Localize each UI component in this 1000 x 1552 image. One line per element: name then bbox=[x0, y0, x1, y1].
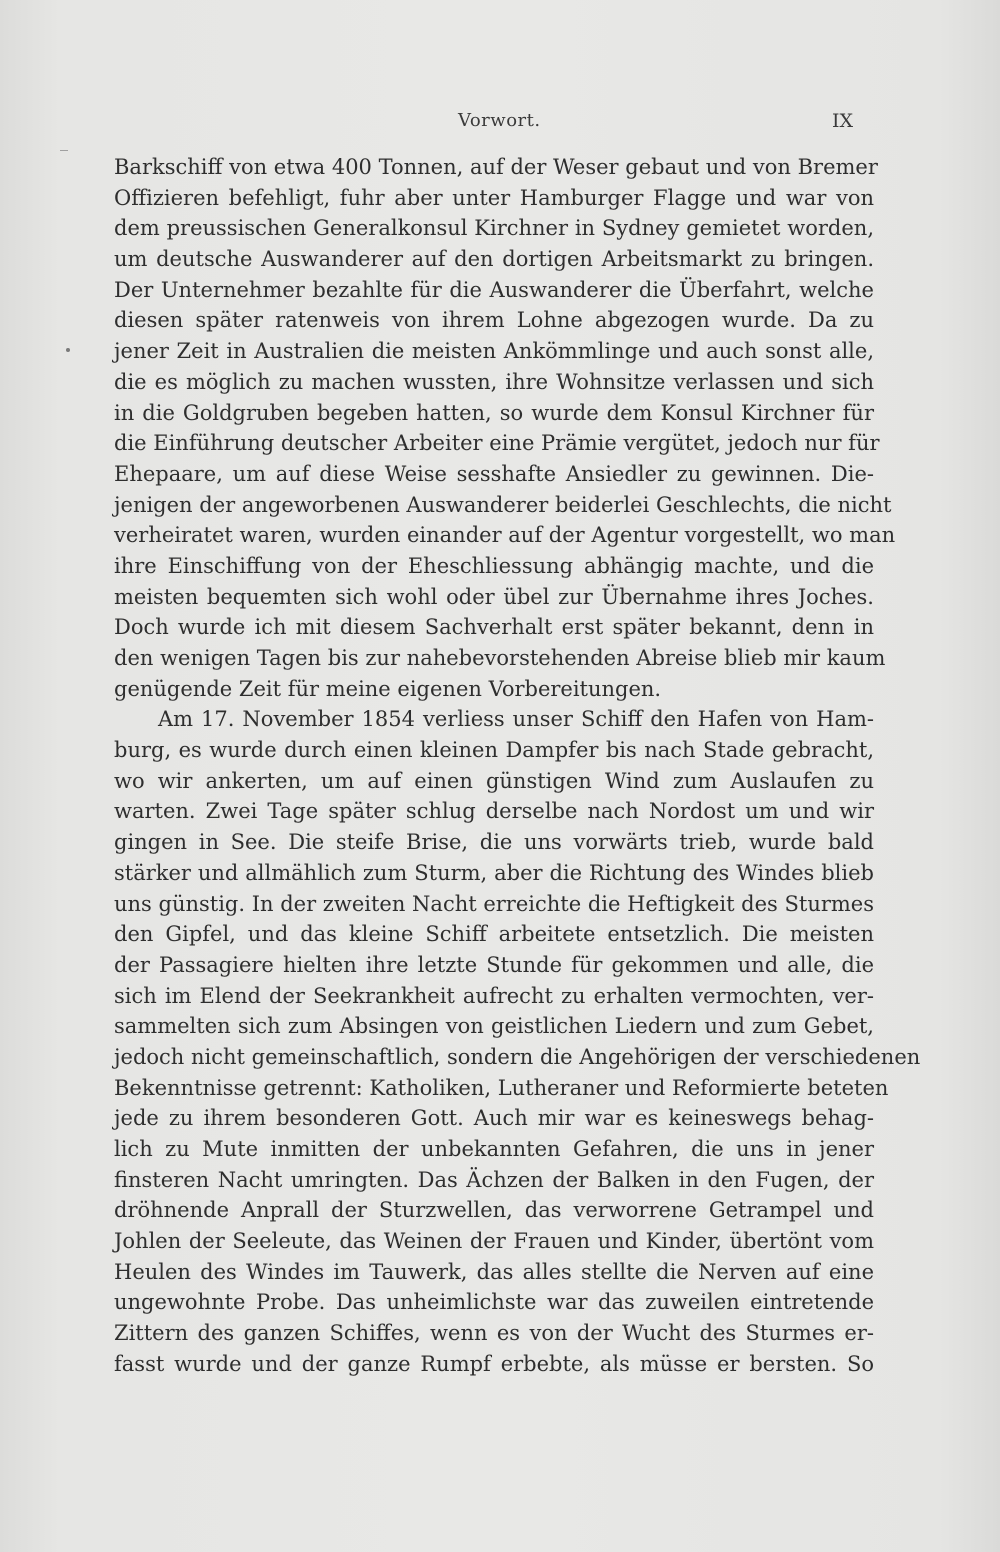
text-line: gingen in See. Die steife Brise, die uns vorwärts trieb, wurde bald bbox=[114, 830, 874, 855]
text-line: meisten bequemten sich wohl oder übel zur Übernahme ihres Joches. bbox=[114, 584, 874, 609]
text-line: wo wir ankerten, um auf einen günstigen Wind zum Auslaufen zu bbox=[114, 768, 874, 793]
text-line: Der Unternehmer bezahlte für die Auswanderer die Überfahrt, welche bbox=[114, 277, 874, 302]
page-number: IX bbox=[832, 110, 854, 132]
margin-dot-mark bbox=[66, 348, 70, 352]
text-line: ungewohnte Probe. Das unheimlichste war das zuweilen eintretende bbox=[114, 1290, 874, 1315]
text-line: die Einführung deutscher Arbeiter eine Prämie vergütet, jedoch nur für bbox=[114, 431, 880, 456]
text-line: fasst wurde und der ganze Rumpf erbebte, als müsse er bersten. So bbox=[114, 1351, 874, 1376]
text-line: Johlen der Seeleute, das Weinen der Frauen und Kinder, übertönt vom bbox=[114, 1229, 874, 1254]
text-line: jede zu ihrem besonderen Gott. Auch mir war es keineswegs behag- bbox=[114, 1106, 874, 1131]
text-line: verheiratet waren, wurden einander auf der Agentur vorgestellt, wo man bbox=[114, 523, 896, 548]
text-line: sich im Elend der Seekrankheit aufrecht zu erhalten vermochten, ver- bbox=[114, 983, 874, 1008]
text-line: uns günstig. In der zweiten Nacht erreichte die Heftigkeit des Sturmes bbox=[114, 891, 875, 916]
body-text bbox=[114, 152, 921, 1380]
text-line: diesen später ratenweis von ihrem Lohne abgezogen wurde. Da zu bbox=[114, 308, 874, 333]
text-line: dem preussischen Generalkonsul Kirchner in Sydney gemietet worden, bbox=[114, 216, 874, 241]
text-line: sammelten sich zum Absingen von geistlichen Liedern und zum Gebet, bbox=[114, 1014, 874, 1039]
paragraph-start-line: Am 17. November 1854 verliess unser Schiff den Hafen von Ham- bbox=[158, 707, 874, 732]
paragraph-end-line: genügende Zeit für meine eigenen Vorbereitungen. bbox=[114, 676, 662, 701]
text-line: die es möglich zu machen wussten, ihre Wohnsitze verlassen und sich bbox=[114, 369, 874, 394]
text-line: jener Zeit in Australien die meisten Ankömmlinge und auch sonst alle, bbox=[114, 339, 874, 364]
text-line: jedoch nicht gemeinschaftlich, sondern die Angehörigen der verschiedenen bbox=[114, 1044, 921, 1069]
text-line: stärker und allmählich zum Sturm, aber die Richtung des Windes blieb bbox=[114, 860, 874, 885]
text-line: lich zu Mute inmitten der unbekannten Gefahren, die uns in jener bbox=[114, 1137, 874, 1161]
text-line: in die Goldgruben begeben hatten, so wurde dem Konsul Kirchner für bbox=[114, 400, 874, 425]
text-line: Ehepaare, um auf diese Weise sesshafte Ansiedler zu gewinnen. Die- bbox=[114, 461, 874, 486]
text-line: Zittern des ganzen Schiffes, wenn es von der Wucht des Sturmes er- bbox=[114, 1321, 874, 1346]
text-line: finsteren Nacht umringten. Das Ächzen der Balken in den Fugen, der bbox=[114, 1167, 874, 1192]
text-line: Offizieren befehligt, fuhr aber unter Hamburger Flagge und war von bbox=[114, 185, 874, 210]
text-line: burg, es wurde durch einen kleinen Dampfer bis nach Stade gebracht, bbox=[114, 738, 874, 763]
text-line: den Gipfel, und das kleine Schiff arbeitete entsetzlich. Die meisten bbox=[114, 922, 874, 947]
text-line: den wenigen Tagen bis zur nahebevorstehenden Abreise blieb mir kaum bbox=[114, 646, 886, 670]
text-line: warten. Zwei Tage später schlug derselbe nach Nordost um und wir bbox=[114, 799, 874, 824]
running-head-title: Vorwort. bbox=[458, 110, 541, 131]
margin-tick-mark bbox=[60, 150, 68, 151]
text-line: dröhnende Anprall der Sturzwellen, das verworrene Getrampel und bbox=[114, 1198, 874, 1223]
text-line: jenigen der angeworbenen Auswanderer beiderlei Geschlechts, die nicht bbox=[114, 492, 892, 517]
text-line: um deutsche Auswanderer auf den dortigen Arbeitsmarkt zu bringen. bbox=[114, 247, 874, 272]
text-line: Barkschiff von etwa 400 Tonnen, auf der Weser gebaut und von Bremer bbox=[114, 155, 878, 179]
text-line: Doch wurde ich mit diesem Sachverhalt erst später bekannt, denn in bbox=[114, 615, 874, 640]
text-line: ihre Einschiffung von der Eheschliessung abhängig machte, und die bbox=[114, 553, 874, 578]
text-line: der Passagiere hielten ihre letzte Stunde für gekommen und alle, die bbox=[114, 952, 874, 977]
text-line: Bekenntnisse getrennt: Katholiken, Lutheraner und Reformierte beteten bbox=[114, 1075, 889, 1100]
running-head bbox=[0, 110, 1000, 138]
text-line: Heulen des Windes im Tauwerk, das alles stellte die Nerven auf eine bbox=[114, 1259, 874, 1284]
